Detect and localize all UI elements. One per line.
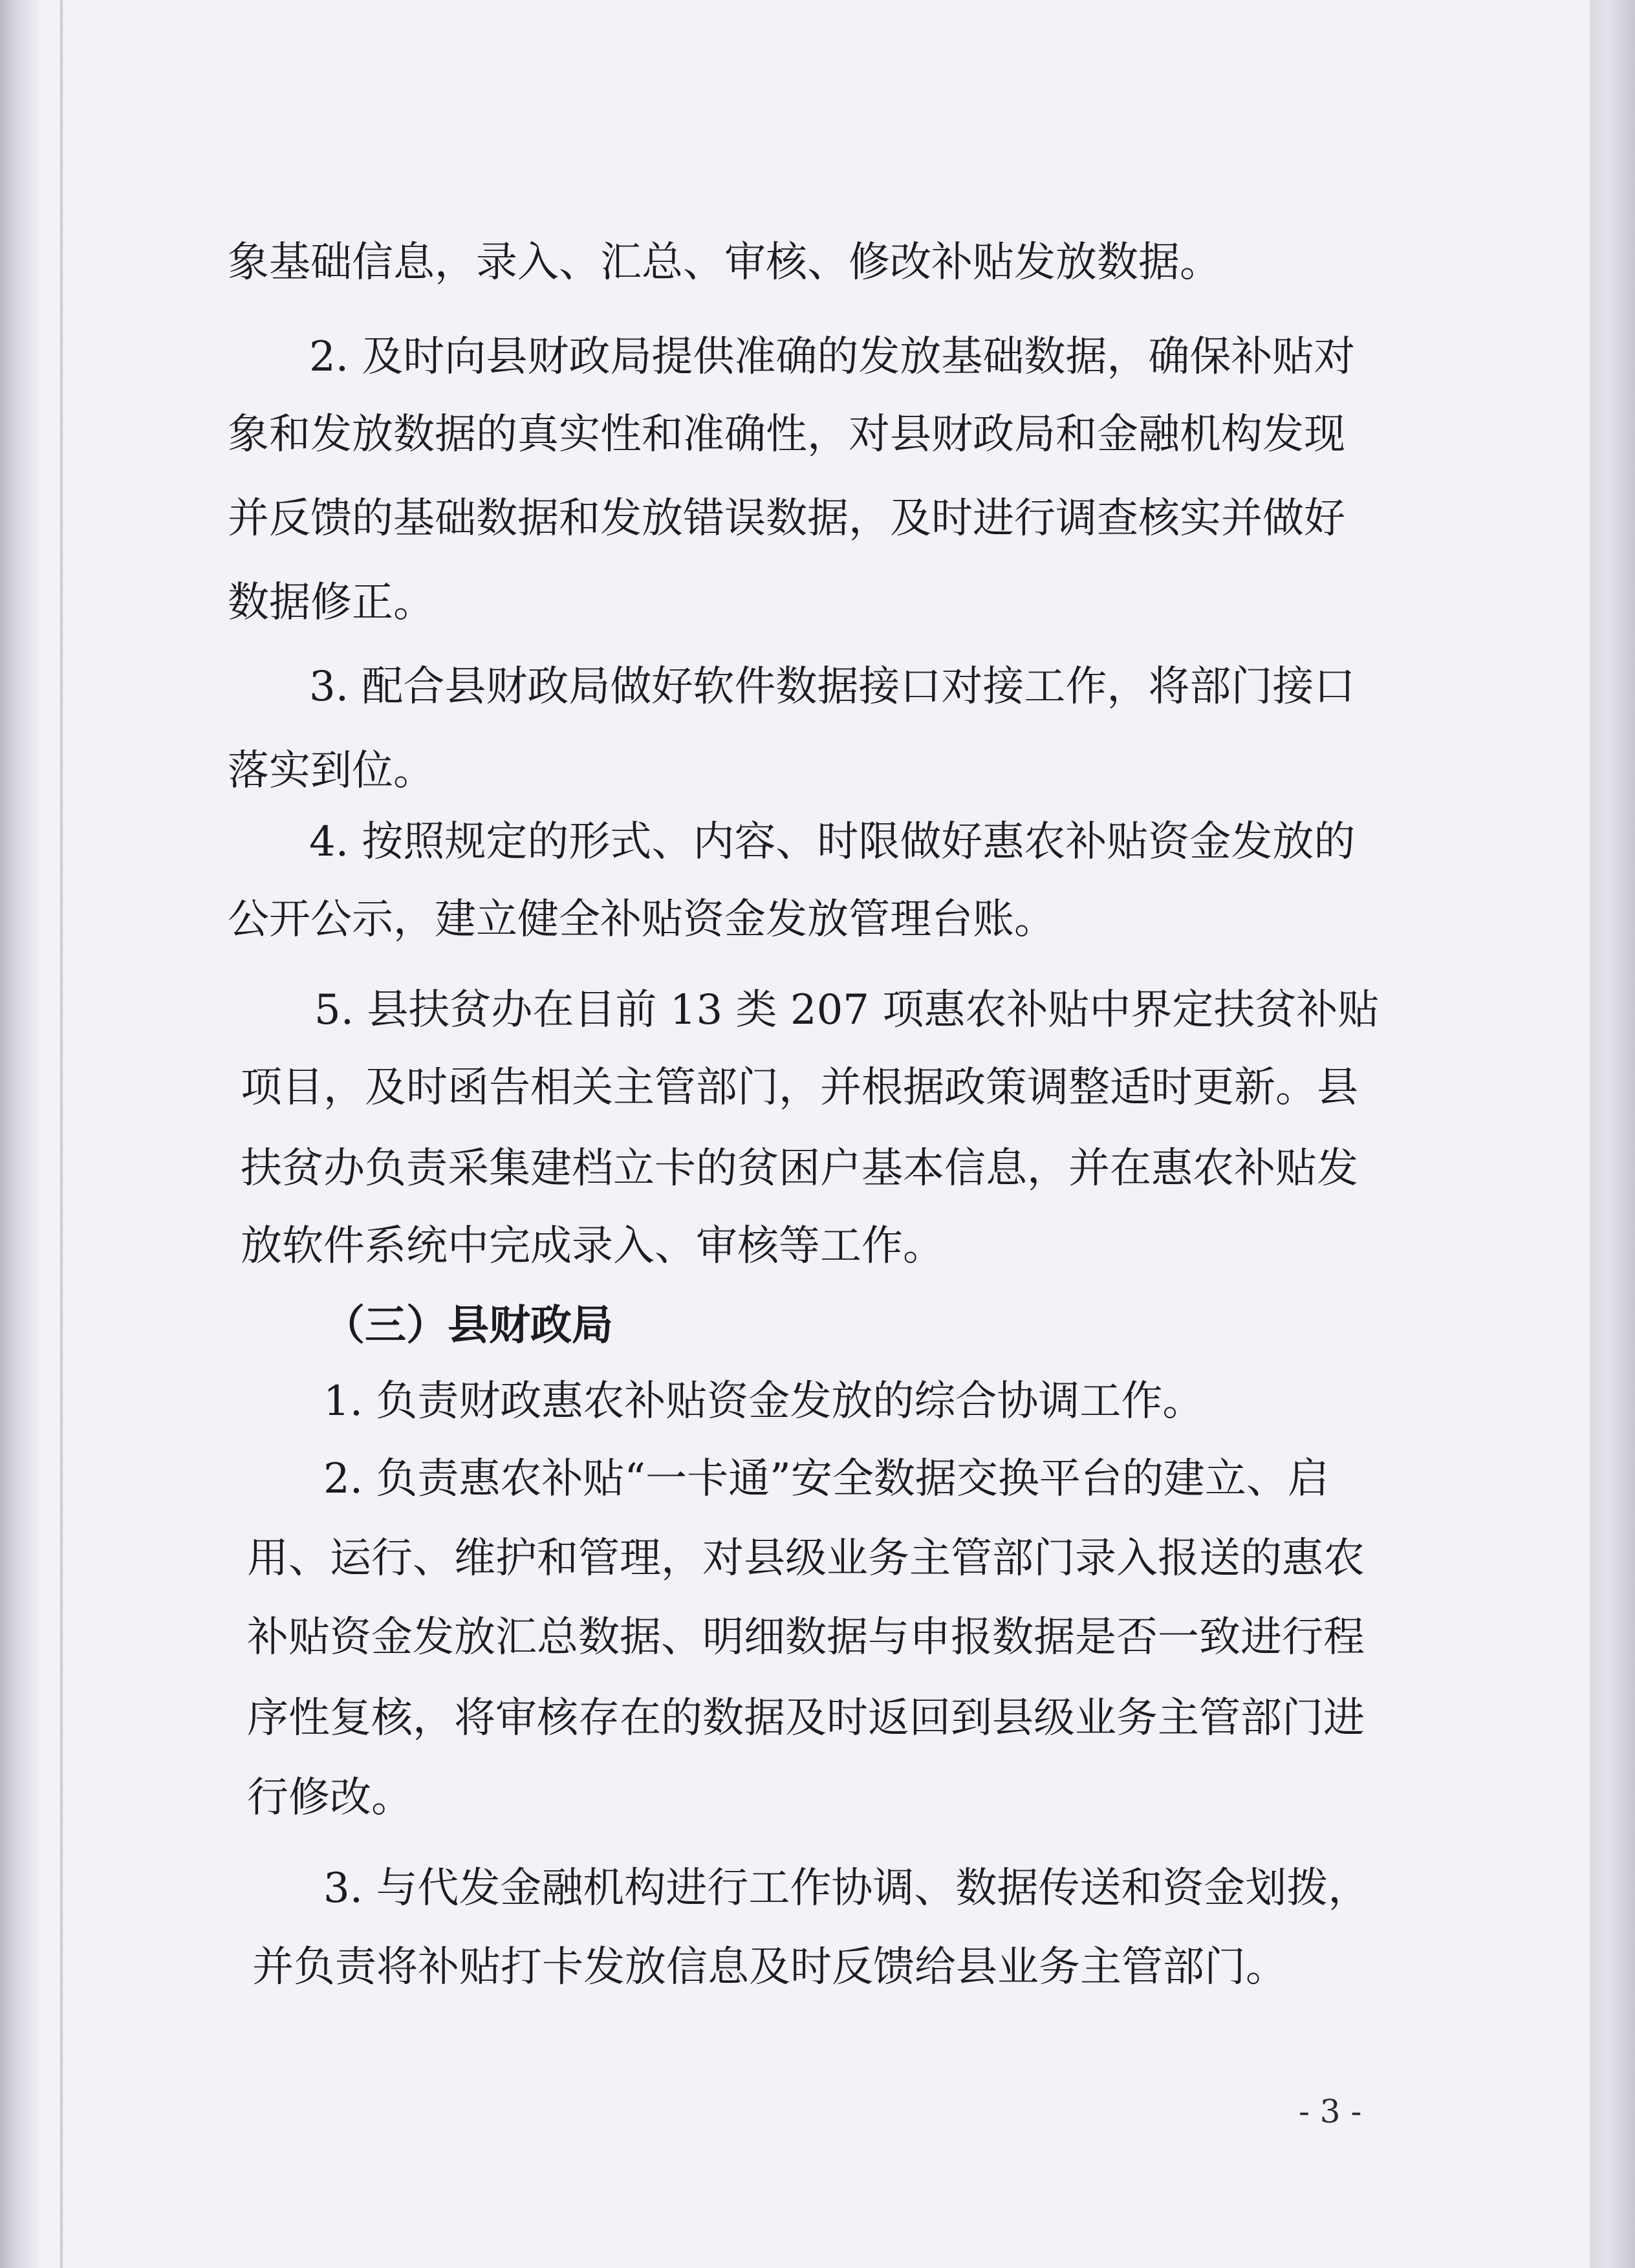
scan-left-shadow bbox=[0, 0, 39, 2268]
body-line: 并反馈的基础数据和发放错误数据，及时进行调查核实并做好 bbox=[228, 495, 1345, 543]
body-line: 序性复核，将审核存在的数据及时返回到县级业务主管部门进 bbox=[247, 1694, 1365, 1742]
body-line: 2. 及时向县财政局提供准确的发放基础数据，确保补贴对 bbox=[309, 333, 1356, 381]
body-line: 并负责将补贴打卡发放信息及时反馈给县业务主管部门。 bbox=[252, 1943, 1287, 1991]
body-line: 扶贫办负责采集建档立卡的贫困户基本信息，并在惠农补贴发 bbox=[241, 1145, 1358, 1193]
binding-fold bbox=[60, 0, 63, 2268]
body-line: 行修改。 bbox=[247, 1774, 413, 1822]
body-line: 5. 县扶贫办在目前 13 类 207 项惠农补贴中界定扶贫补贴 bbox=[314, 986, 1380, 1034]
body-line: 数据修正。 bbox=[228, 579, 435, 627]
body-line: 象和发放数据的真实性和准确性，对县财政局和金融机构发现 bbox=[228, 411, 1345, 459]
body-line: 落实到位。 bbox=[228, 747, 435, 795]
body-line: 补贴资金发放汇总数据、明细数据与申报数据是否一致进行程 bbox=[247, 1614, 1365, 1661]
scan-right-shadow bbox=[1590, 0, 1635, 2268]
body-line: 3. 与代发金融机构进行工作协调、数据传送和资金划拨， bbox=[323, 1864, 1370, 1912]
body-line: 2. 负责惠农补贴“一卡通”安全数据交换平台的建立、启 bbox=[323, 1455, 1329, 1503]
body-line: 放软件系统中完成录入、审核等工作。 bbox=[241, 1222, 944, 1270]
page-number: - 3 - bbox=[1299, 2093, 1362, 2130]
body-line: 用、运行、维护和管理，对县级业务主管部门录入报送的惠农 bbox=[247, 1535, 1365, 1582]
body-line: 4. 按照规定的形式、内容、时限做好惠农补贴资金发放的 bbox=[309, 818, 1356, 866]
body-line: 3. 配合县财政局做好软件数据接口对接工作，将部门接口 bbox=[309, 663, 1356, 711]
body-line: 1. 负责财政惠农补贴资金发放的综合协调工作。 bbox=[323, 1377, 1204, 1425]
body-line: 项目，及时函告相关主管部门，并根据政策调整适时更新。县 bbox=[241, 1064, 1358, 1112]
body-line: 象基础信息，录入、汇总、审核、修改补贴发放数据。 bbox=[228, 239, 1221, 286]
body-line: 公开公示，建立健全补贴资金发放管理台账。 bbox=[228, 896, 1056, 944]
section-heading: （三）县财政局 bbox=[323, 1302, 613, 1350]
